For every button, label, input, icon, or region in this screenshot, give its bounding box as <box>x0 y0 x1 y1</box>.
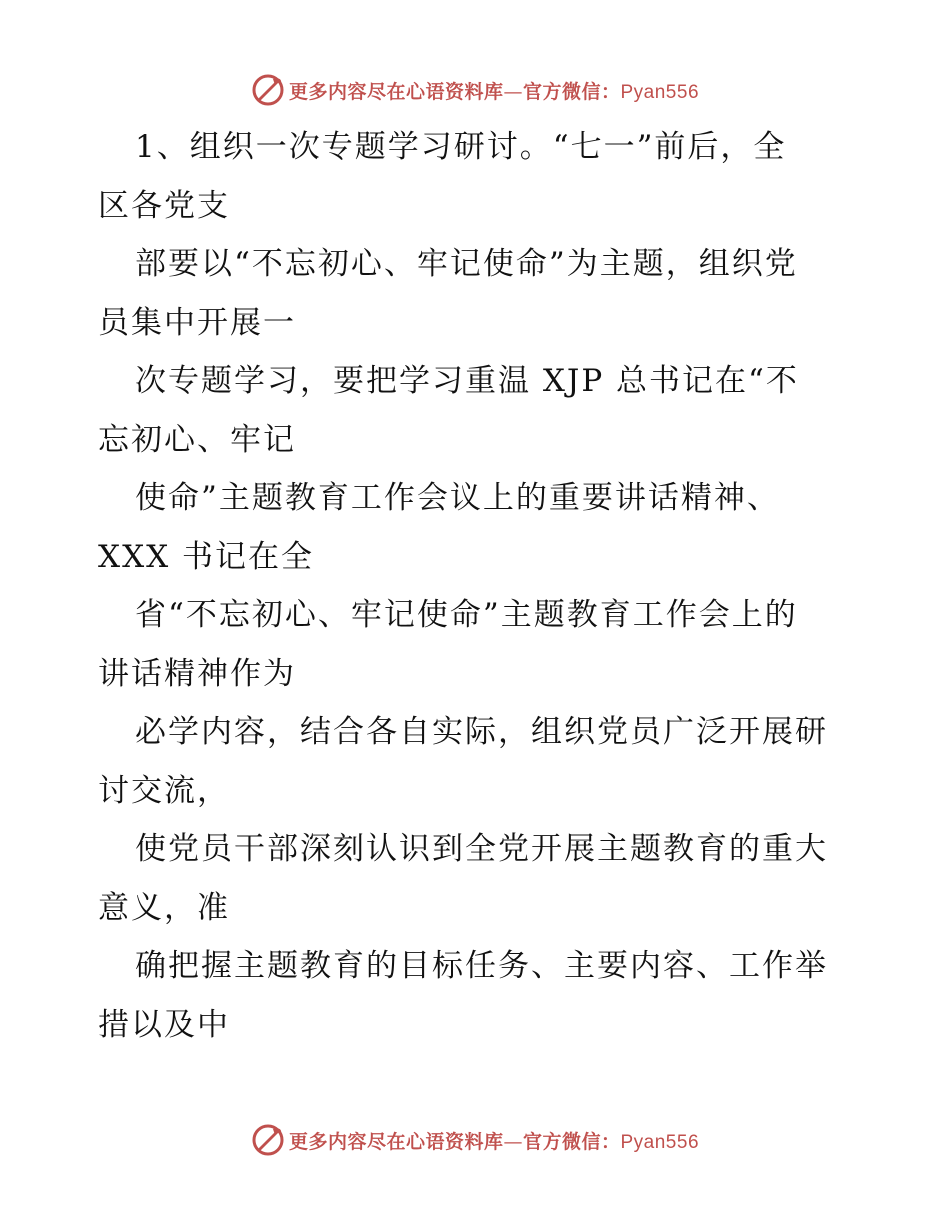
footer-banner-text <box>289 1127 699 1154</box>
body-text-line: 措以及中 <box>98 1006 230 1043</box>
header-account-id: Pyan556 <box>620 81 700 103</box>
body-text-line: 员集中开展一 <box>98 304 296 341</box>
body-text-line: 使命”主题教育工作会议上的重要讲话精神、 <box>135 480 780 516</box>
footer-separator: — <box>503 1130 523 1153</box>
body-text-line: XXX 书记在全 <box>98 538 315 575</box>
body-text-line: 确把握主题教育的目标任务、主要内容、工作举 <box>135 948 828 984</box>
body-text-line: 部要以“不忘初心、牢记使命”为主题，组织党 <box>135 246 798 282</box>
header-banner-text <box>289 77 699 104</box>
body-text-line: 区各党支 <box>98 187 230 224</box>
body-text-line: 必学内容，结合各自实际，组织党员广泛开展研 <box>135 714 828 750</box>
body-text-line: 意义，准 <box>98 889 230 926</box>
body-text-line: 1、组织一次专题学习研讨。“七一”前后，全 <box>135 129 787 165</box>
document-body <box>98 118 858 1054</box>
footer-banner <box>0 1120 950 1160</box>
quill-seal-icon <box>251 73 285 107</box>
body-text-line: 使党员干部深刻认识到全党开展主题教育的重大 <box>135 831 828 867</box>
header-banner <box>0 70 950 110</box>
body-text-line: 忘初心、牢记 <box>98 421 296 458</box>
header-account-prefix: 官方微信： <box>522 80 621 103</box>
header-separator: — <box>503 80 523 103</box>
footer-site-name: 更多内容尽在心语资料库 <box>288 1130 504 1153</box>
body-text-line: 次专题学习，要把学习重温 XJP 总书记在“不 <box>135 363 799 399</box>
quill-seal-icon <box>251 1123 285 1157</box>
footer-account-prefix: 官方微信： <box>522 1130 621 1153</box>
body-text-line: 讲话精神作为 <box>98 655 296 692</box>
body-text-line: 省“不忘初心、牢记使命”主题教育工作会上的 <box>135 597 798 633</box>
header-site-name: 更多内容尽在心语资料库 <box>288 80 504 103</box>
footer-account-id: Pyan556 <box>620 1131 700 1153</box>
body-text-line: 讨交流， <box>98 772 230 809</box>
